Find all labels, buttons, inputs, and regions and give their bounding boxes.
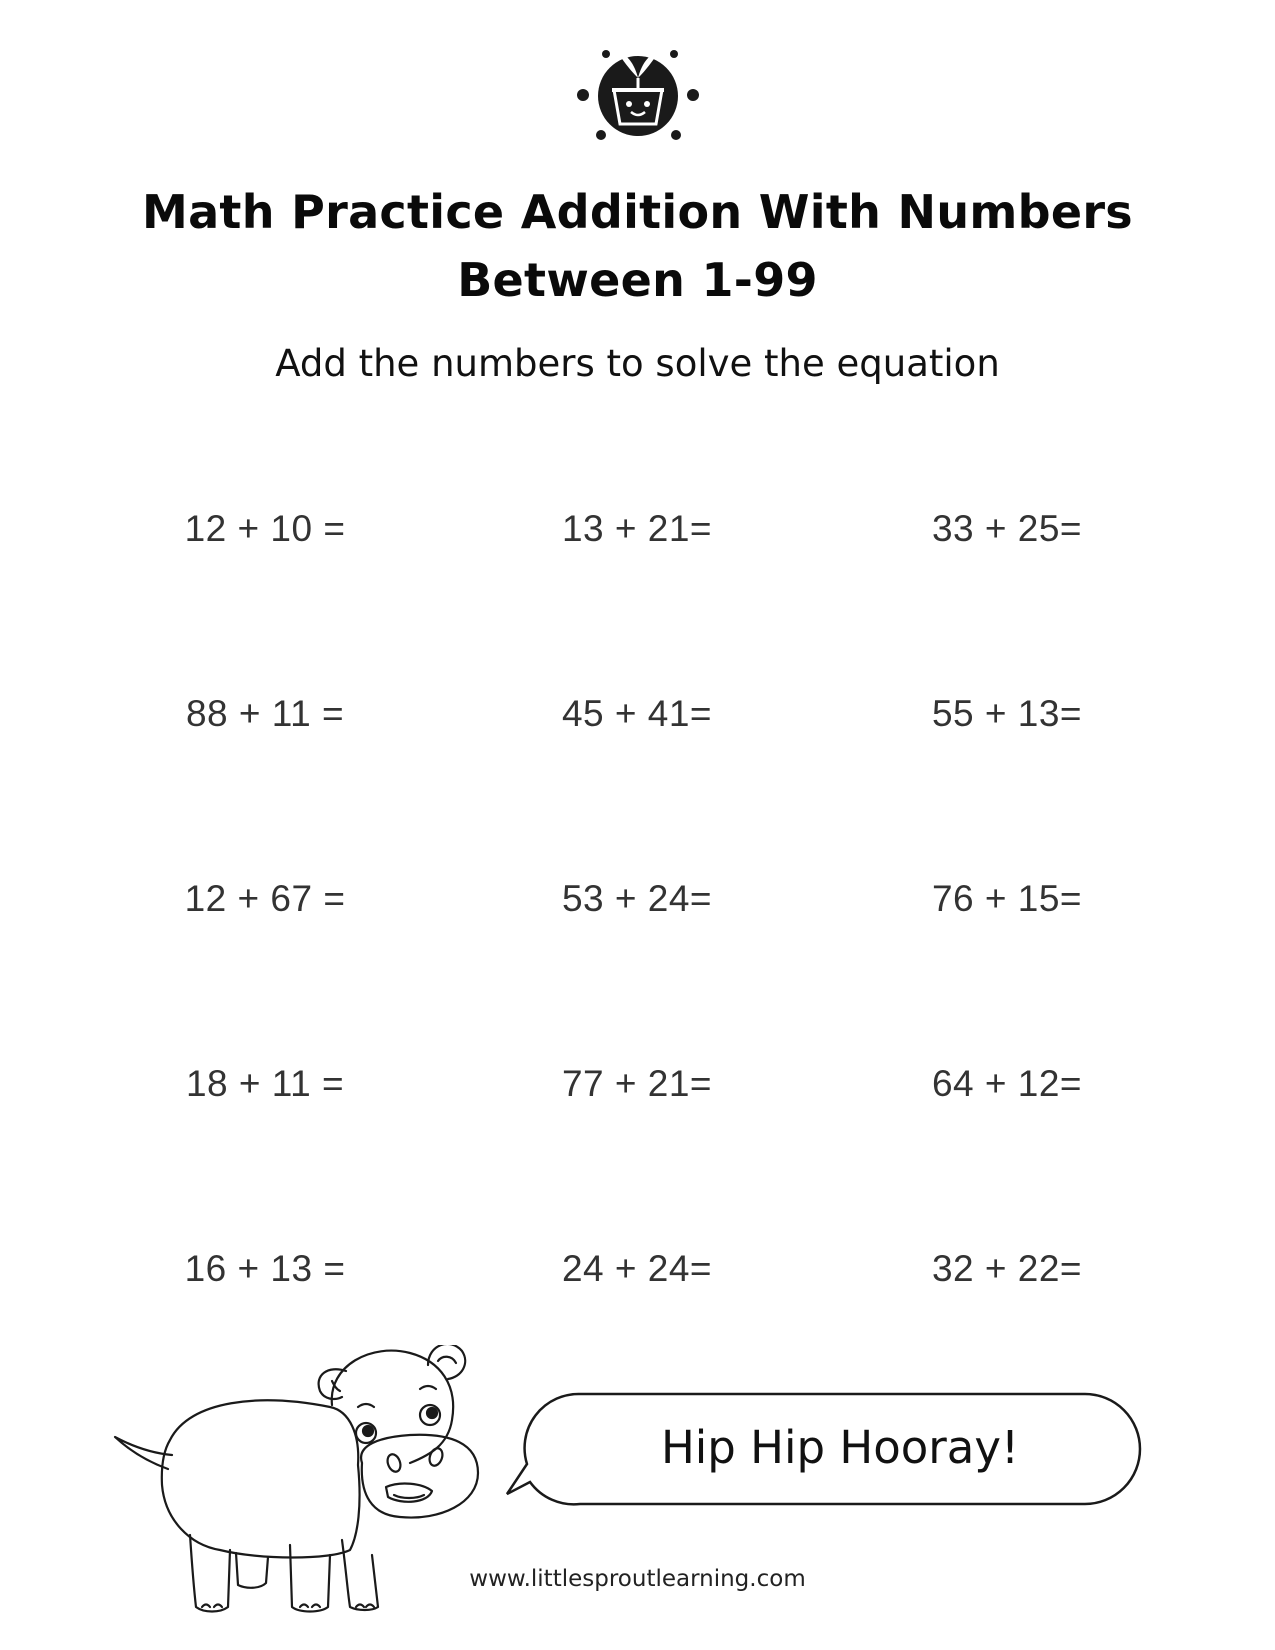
problem-r1-c3: 33 + 25= (931, 508, 1083, 549)
problem-r2-c1: 88 + 11 = (185, 693, 345, 734)
problem-r5-c3: 32 + 22= (931, 1248, 1083, 1289)
problem-r4-c2: 77 + 21= (561, 1063, 713, 1104)
problem-r5-c2: 24 + 24= (561, 1248, 713, 1289)
worksheet-title-line2: Between 1-99 (457, 253, 818, 307)
problem-r3-c2: 53 + 24= (561, 878, 713, 919)
problem-r1-c1: 12 + 10 = (184, 508, 346, 549)
problem-r3-c3: 76 + 15= (931, 878, 1083, 919)
problem-r4-c1: 18 + 11 = (185, 1063, 345, 1104)
website-url: www.littlesproutlearning.com (469, 1566, 806, 1592)
worksheet-instructions: Add the numbers to solve the equation (275, 342, 1000, 385)
problem-r4-c3: 64 + 12= (931, 1063, 1083, 1104)
problem-r5-c1: 16 + 13 = (184, 1248, 346, 1289)
worksheet-title-line1: Math Practice Addition With Numbers (142, 185, 1133, 239)
problem-r1-c2: 13 + 21= (561, 508, 713, 549)
problem-r2-c3: 55 + 13= (931, 693, 1083, 734)
problem-r2-c2: 45 + 41= (561, 693, 713, 734)
problem-r3-c1: 12 + 67 = (184, 878, 346, 919)
sprout-pot-logo-icon (568, 32, 708, 150)
speech-bubble-text: Hip Hip Hooray! (660, 1421, 1020, 1474)
